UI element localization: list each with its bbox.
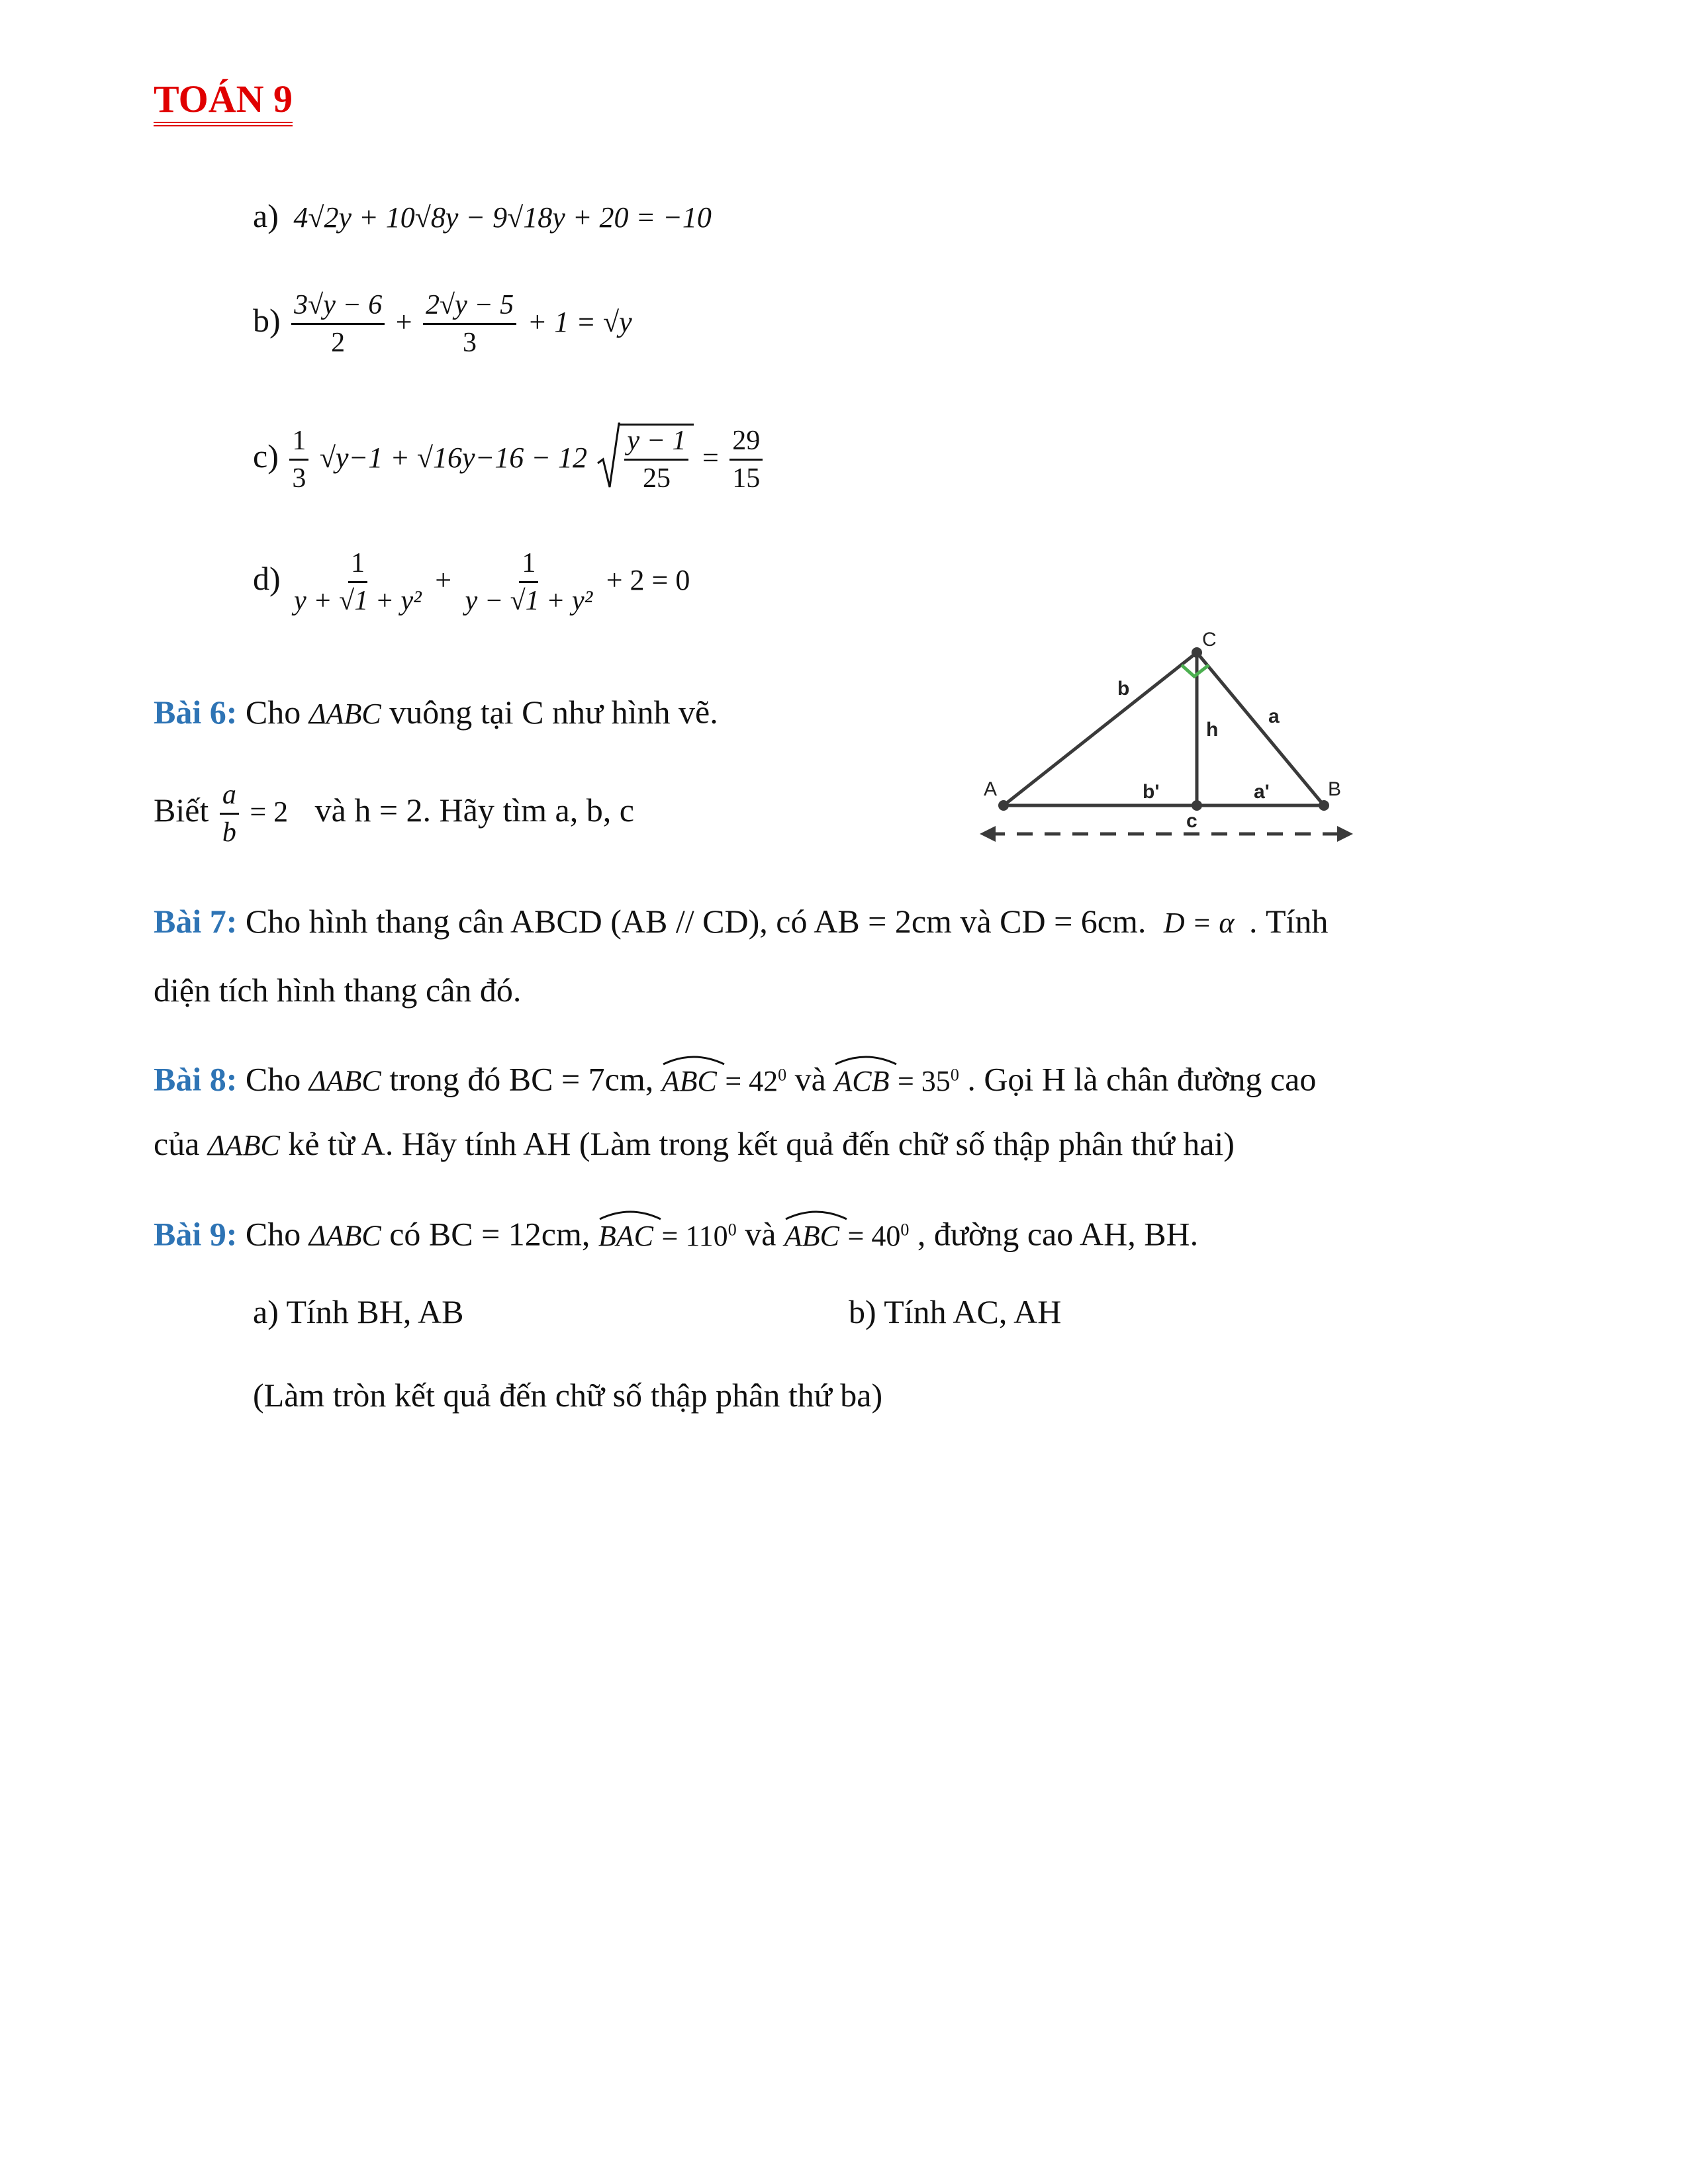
equation-b-den-1: 2 (331, 328, 346, 358)
equation-c-f1-den: 3 (292, 463, 306, 494)
bai-6-line-2 (154, 781, 634, 846)
equation-b-num-2: 2√y − 5 (423, 291, 516, 325)
bai-9-question-a: a) Tính BH, AB (253, 1293, 464, 1330)
point-b (1319, 800, 1329, 811)
bai-9-text-1: Cho (245, 1215, 301, 1253)
equation-c-result-den: 15 (732, 463, 761, 494)
triangle-diagram (973, 622, 1357, 854)
bai-8-angle-acb (834, 1062, 889, 1101)
bai-6-biet: Biết (154, 791, 209, 829)
equation-c: c) $\frac{1}{3}$ √y−1 + √16y−16 − 12 $\frac{y - 1}{25}$ = $\frac{29}{15}$ (253, 424, 765, 492)
equation-c-f2-num: y − 1 (624, 427, 688, 461)
arc-hat-icon (662, 1052, 726, 1066)
equation-d-label: d) (253, 559, 281, 597)
arc-hat-icon (784, 1207, 848, 1220)
equation-b-num-1: 3√y − 6 (291, 291, 385, 325)
equation-d-fraction-1 (291, 549, 424, 615)
equation-a (253, 196, 712, 238)
bai-9-text-3: , đường cao AH, BH. (917, 1215, 1199, 1253)
bai-6-line-1 (154, 692, 718, 734)
bai-6-text-2: vuông tại C như hình vẽ. (389, 694, 718, 731)
bai-6-eq: = 2 (250, 795, 289, 828)
arrow-left-icon (980, 826, 996, 842)
bai-9-va: và (745, 1215, 776, 1253)
bai-8-line-1 (154, 1055, 1316, 1101)
equation-d-den-2: y − √1 + y² (465, 586, 593, 616)
bai-8-angle-abc (662, 1062, 717, 1101)
equation-b: b) $\frac{3√y - 6}{2}$ + $\frac{2√y - 5}{3}$ + 1 = √y (253, 290, 632, 358)
bai-8-value-2-number: = 35 (897, 1064, 951, 1097)
bai-9-value-2-number: = 40 (847, 1219, 901, 1252)
bai-9-angle-abc (784, 1216, 839, 1256)
bai-6-frac-den: b (222, 817, 236, 848)
label-b: b (1117, 678, 1130, 700)
bai-9-text-2: có BC = 12cm, (389, 1215, 590, 1253)
equation-c-sqrt (596, 424, 694, 492)
equation-d-fraction-2 (463, 549, 596, 615)
equation-d-num-1: 1 (348, 549, 367, 583)
label-A: A (984, 778, 998, 800)
label-b-prime: b' (1143, 781, 1160, 803)
bai-9-label: Bài 9: (154, 1215, 238, 1253)
point-h (1192, 800, 1202, 811)
page-title: TOÁN 9 (154, 78, 293, 126)
bai-6-text-1: Cho (245, 694, 301, 731)
label-a: a (1268, 705, 1280, 727)
bai-7-label: Bài 7: (154, 903, 238, 940)
bai-6-fraction (220, 781, 239, 846)
degree-mark: 0 (727, 1220, 737, 1239)
bai-8-value-2 (898, 1065, 959, 1097)
bai-8-text-2: trong đó BC = 7cm, (389, 1060, 654, 1098)
degree-mark: 0 (778, 1065, 787, 1084)
equation-b-fraction-2 (423, 291, 516, 357)
bai-9-line-1 (154, 1210, 1198, 1256)
bai-9-angle-bac (598, 1216, 653, 1256)
bai-8-label: Bài 8: (154, 1060, 238, 1098)
equation-b-fraction-1 (291, 291, 385, 357)
equation-d-den-1: y + √1 + y² (294, 586, 422, 616)
bai-9-value-1-number: = 110 (661, 1219, 728, 1252)
point-c (1192, 647, 1202, 658)
bai-7-tinh: . Tính (1248, 903, 1329, 940)
equation-c-label: c) (253, 437, 279, 475)
degree-mark: 0 (950, 1065, 959, 1084)
bai-8-triangle: ΔABC (308, 1064, 381, 1097)
bai-9-value-1 (662, 1220, 737, 1252)
bai-8-text-1: Cho (245, 1060, 301, 1098)
radical-sign-icon (596, 422, 620, 488)
equation-c-mid: √y−1 + √16y−16 − 12 (319, 441, 587, 474)
bai-8-text-4: kẻ từ A. Hãy tính AH (Làm trong kết quả đến chữ số thập phân thứ hai) (288, 1125, 1235, 1162)
bai-9-note: (Làm tròn kết quả đến chữ số thập phân thứ ba) (253, 1377, 883, 1414)
side-b-line (1004, 653, 1197, 805)
equation-a-label: a) (253, 197, 279, 234)
bai-8-value-1 (725, 1065, 786, 1097)
bai-8-value-1-number: = 42 (725, 1064, 778, 1097)
degree-mark: 0 (900, 1220, 910, 1239)
arc-hat-icon (834, 1052, 898, 1066)
equation-d-num-2: 1 (519, 549, 538, 583)
bai-9-triangle: ΔABC (308, 1219, 381, 1252)
bai-8-cua: của (154, 1125, 200, 1162)
label-c: c (1186, 810, 1197, 832)
equation-c-f2-den: 25 (642, 463, 671, 494)
equation-d: d) $\frac{1}{\text{y + √1 + y²}}$ + $\frac{1}{\text{y − √1 + y²}}$ + 2 = 0 (253, 548, 690, 616)
bai-8-va: và (794, 1060, 826, 1098)
bai-8-angle-acb-text: ACB (834, 1064, 890, 1097)
equation-c-result (729, 427, 763, 492)
equation-c-fraction-1 (289, 427, 308, 492)
point-a (998, 800, 1009, 811)
bai-8-text-3: . Gọi H là chân đường cao (967, 1060, 1317, 1098)
equation-b-rest: + 1 = √y (527, 305, 632, 338)
equation-a-expr: 4√2y + 10√8y − 9√18y + 20 = −10 (293, 201, 712, 234)
arc-hat-icon (598, 1207, 662, 1220)
bai-7-line-1 (154, 901, 1328, 943)
arrow-right-icon (1337, 826, 1353, 842)
bai-6-triangle: ΔABC (308, 698, 381, 730)
bai-9-question-b: b) Tính AC, AH (849, 1293, 1062, 1330)
bai-6-text-3: và h = 2. Hãy tìm a, b, c (314, 791, 634, 829)
bai-7-line-2: diện tích hình thang cân đó. (154, 972, 522, 1009)
equation-c-fraction-2 (624, 427, 688, 492)
equation-c-f1-num: 1 (289, 427, 308, 461)
bai-7-text-1: Cho hình thang cân ABCD (AB // CD), có AB = 2cm và CD = 6cm. (245, 903, 1147, 940)
equation-d-rest: + 2 = 0 (606, 563, 690, 596)
equation-b-label: b) (253, 301, 281, 339)
bai-7-angle: D = α (1163, 907, 1235, 939)
label-C: C (1202, 629, 1217, 651)
bai-9-angle-bac-text: BAC (598, 1219, 653, 1252)
equation-c-result-num: 29 (729, 427, 763, 461)
bai-9-angle-abc-text: ABC (784, 1219, 839, 1252)
bai-6-label: Bài 6: (154, 694, 238, 731)
label-a-prime: a' (1254, 781, 1270, 803)
bai-9-value-2 (848, 1220, 910, 1252)
bai-8-triangle-2: ΔABC (207, 1129, 280, 1161)
equation-b-den-2: 3 (463, 328, 477, 358)
label-h: h (1206, 719, 1219, 741)
bai-8-line-2 (154, 1124, 1235, 1165)
bai-8-angle-abc-text: ABC (661, 1064, 717, 1097)
label-B: B (1328, 778, 1342, 800)
bai-6-frac-num: a (220, 781, 239, 815)
